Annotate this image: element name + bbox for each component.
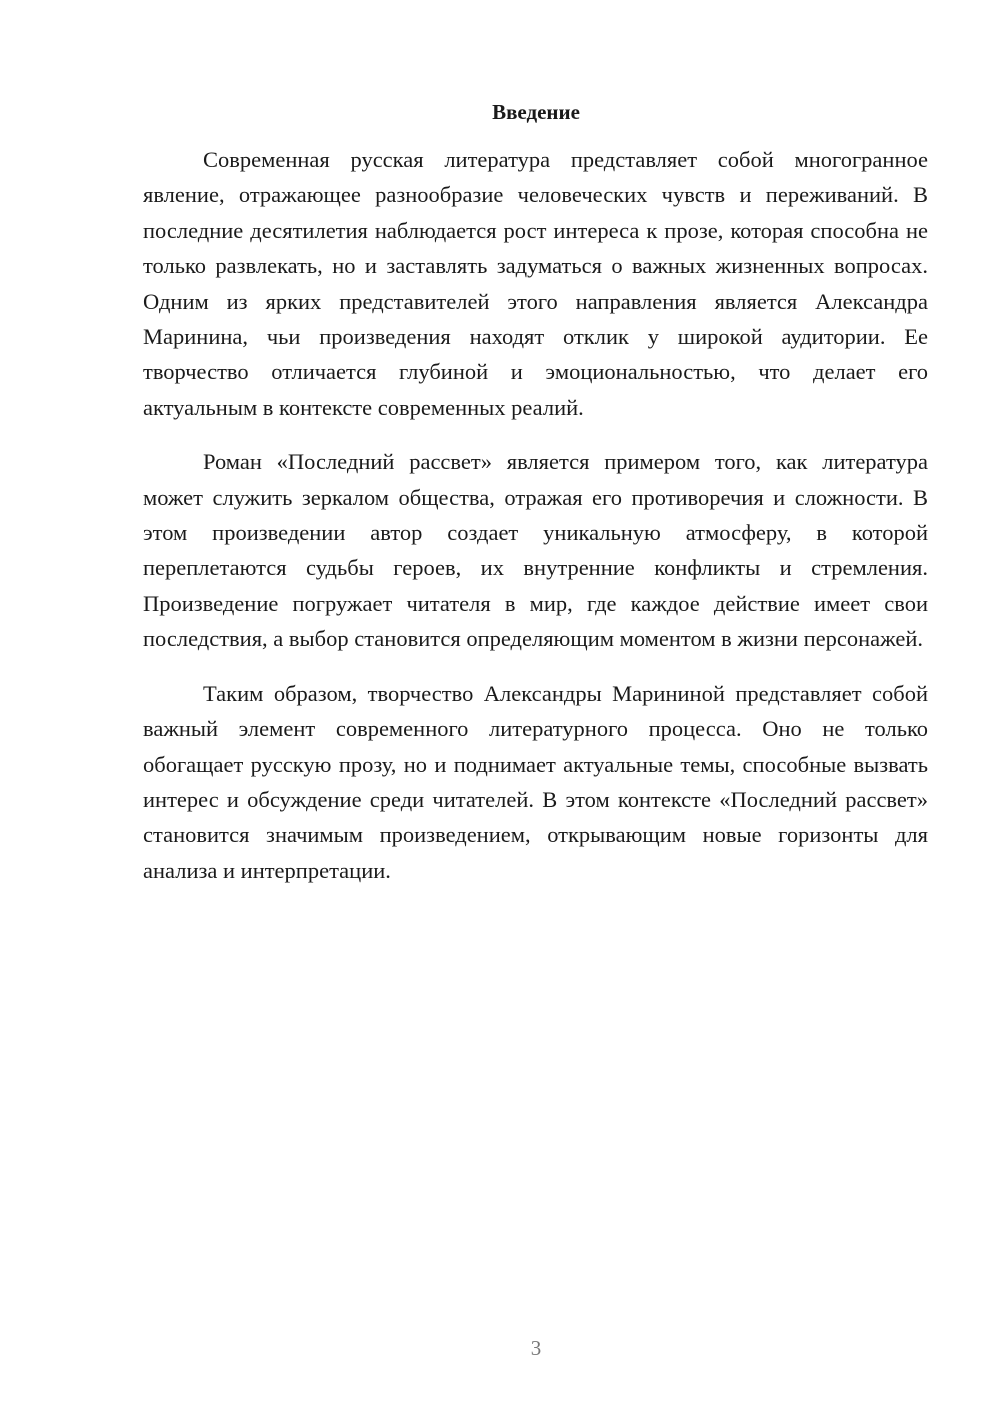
- page-number: 3: [530, 1336, 542, 1360]
- body-text: [143, 142, 928, 907]
- paragraph-1: Современная русская литература представляет собой многогранное явление, отражающее разнообразие человеческих чувств и переживаний. В последние десятилетия наблюдается рост интереса к прозе, которая способна не только развлекать, но и заставлять задуматься о важных жизненных вопросах. Одним из ярких представителей этого направления является Александра Маринина, чьи произведения находят отклик у широкой аудитории. Ее творчество отличается глубиной и эмоциональностью, что делает его актуальным в контексте современных реалий.: [143, 147, 928, 420]
- paragraph-2: Роман «Последний рассвет» является примером того, как литература может служить зеркалом общества, отражая его противоречия и сложности. В этом произведении автор создает уникальную атмосферу, в которой переплетаются судьбы героев, их внутренние конфликты и стремления. Произведение погружает читателя в мир, где каждое действие имеет свои последствия, а выбор становится определяющим моментом в жизни персонажей.: [143, 449, 928, 652]
- paragraph-3: Таким образом, творчество Александры Марининой представляет собой важный элемент современного литературного процесса. Оно не только обогащает русскую прозу, но и поднимает актуальные темы, способные вызвать интерес и обсуждение среди читателей. В этом контексте «Последний рассвет» становится значимым произведением, открывающим новые горизонты для анализа и интерпретации.: [143, 680, 928, 883]
- section-heading: Введение: [492, 100, 580, 124]
